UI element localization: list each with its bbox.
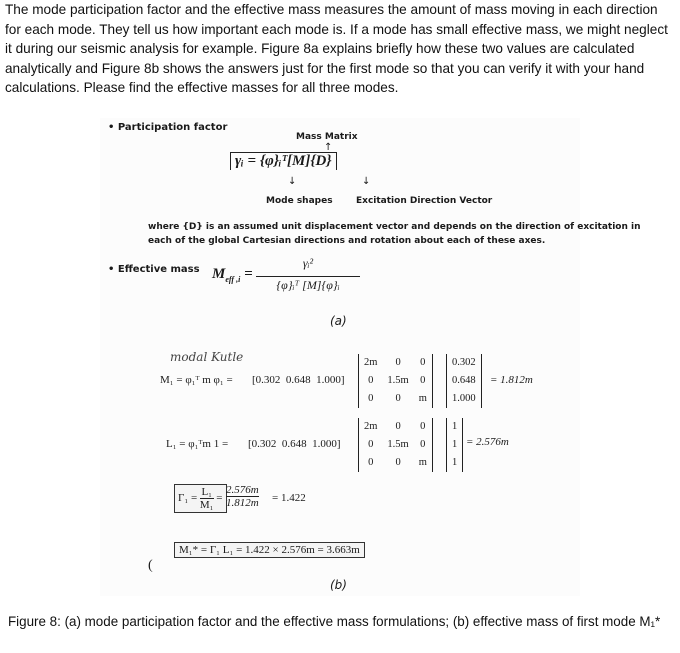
meff-fraction-bar [256, 276, 360, 277]
meff-numerator: γᵢ² [302, 256, 314, 270]
l1-result: = 2.576m [466, 436, 509, 448]
excitation-label: Excitation Direction Vector [356, 196, 493, 206]
mode-shapes-label: Mode shapes [266, 196, 333, 206]
l1-lhs: L₁ = φ₁ᵀm 1 = [166, 438, 229, 450]
where-text-line2: each of the global Cartesian directions and rotation about each of these axes. [148, 236, 546, 246]
label-b: (b) [330, 578, 347, 592]
meff-result-box: M₁* = Γ₁ L₁ = 1.422 × 2.576m = 3.663m [174, 542, 365, 558]
arrow-down-icon: ↓ [288, 176, 297, 187]
meff-denominator: {φ}ᵢᵀ [M]{φ}ᵢ [276, 278, 340, 292]
m1-lhs: M₁ = φ₁ᵀ m φ₁ = [160, 374, 233, 386]
intro-paragraph: The mode participation factor and the effective mass measures the amount of mass moving in each direction for each mode. They tell us how important each mode is. If a mode has small effective mass, we might neglect it during our seismic analysis for example. Figure 8a explains briefly how these two values are calculated analytically and Figure 8b shows the answers just for the first mode so that you can verify it with your hand calculations. Please find the effective masses for all three modes. [5, 2, 668, 96]
arrow-down-icon-2: ↓ [362, 176, 371, 187]
where-text-line1: where {D} is an assumed unit displacement vector and depends on the direction of excitation in [148, 222, 641, 232]
l1-phi-row: [0.302 0.648 1.000] [248, 438, 341, 450]
m1-phi-col: 0.302 0.648 1.000 [446, 354, 482, 408]
gamma-equation: γᵢ = {φ}ᵢᵀ[M]{D} [230, 152, 337, 170]
m1-phi-row: [0.302 0.648 1.000] [252, 374, 345, 386]
figure-caption: Figure 8: (a) mode participation factor and the effective mass formulations; (b) effective mass of first mode M₁* [8, 614, 661, 629]
m1-result: = 1.812m [490, 374, 533, 386]
l1-ones-col: 1 1 1 [446, 418, 463, 472]
figure-8 [100, 118, 641, 596]
bullet-participation-factor: • Participation factor [108, 122, 228, 133]
gamma-fraction2: 2.576m 1.812m [226, 484, 259, 509]
gamma-result: = 1.422 [272, 492, 306, 504]
mass-matrix-label: Mass Matrix [296, 132, 358, 142]
bullet-effective-mass: • Effective mass [108, 264, 200, 275]
gamma-box: Γ₁ = $\frac{\text{L₁}}{\text{M₁}}$ = [174, 484, 227, 513]
handwritten-note: modal Kutle [170, 350, 244, 364]
meff-lhs: $M_{eff ,i}$ = [212, 266, 253, 284]
stray-paren: ( [148, 558, 153, 573]
l1-mass-matrix: 2m 0 0 0 1.5m 0 0 0 m [358, 418, 433, 472]
label-a: (a) [330, 314, 347, 328]
m1-mass-matrix: 2m 0 0 0 1.5m 0 0 0 m [358, 354, 433, 408]
arrow-up-icon: ↑ [324, 142, 333, 153]
